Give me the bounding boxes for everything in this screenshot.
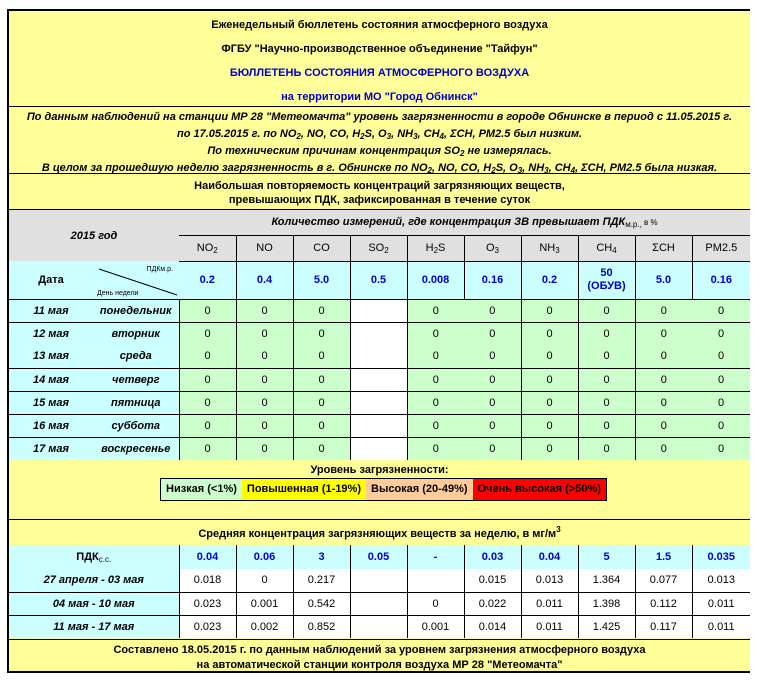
repeatability-title: Наибольшая повторяемость концентраций загрязняющих веществ, превышающих ПДК, зафиксированная в течение суток bbox=[9, 174, 750, 210]
summary-line3: По техническим причинам концентрация $SO_2$ не измерялась. bbox=[207, 145, 552, 158]
value-cell: 0.002 bbox=[236, 615, 293, 638]
value-cell: 0 bbox=[236, 569, 293, 592]
period-cell: 04 мая - 10 мая bbox=[9, 592, 179, 615]
daily-row bbox=[9, 391, 750, 414]
date-cell: 11 мая bbox=[9, 299, 93, 322]
pdk-ss-row bbox=[9, 545, 750, 569]
daily-row bbox=[9, 368, 750, 391]
legend-item: Очень высокая (>50%) bbox=[473, 479, 606, 500]
value-cell bbox=[407, 569, 464, 592]
header-title: БЮЛЛЕТЕНЬ СОСТОЯНИЯ АТМОСФЕРНОГО ВОЗДУХА bbox=[229, 67, 530, 79]
value-cell: 0 bbox=[521, 322, 578, 345]
value-cell bbox=[350, 569, 407, 592]
value-cell bbox=[350, 437, 407, 460]
daily-row bbox=[9, 437, 750, 460]
header-subtitle: на территории МО "Город Обнинск" bbox=[281, 91, 478, 103]
value-cell: 0.014 bbox=[464, 615, 521, 638]
value-cell: 0 bbox=[293, 414, 350, 437]
value-cell: 0 bbox=[692, 414, 750, 437]
value-cell: 0 bbox=[464, 391, 521, 414]
summary-line4: В целом за прошедшую неделю загрязненность в г. Обнинске по $NO_2$, NO, CO, $H_2S$, $O_3$, $NH_3$, $CH_4$, ΣCH, PM2.5 была низкая. bbox=[41, 162, 718, 175]
value-cell: 0 bbox=[293, 437, 350, 460]
pdk-mr-value: 0.16 bbox=[692, 261, 750, 299]
value-cell: 0 bbox=[578, 368, 635, 391]
value-cell bbox=[350, 322, 407, 345]
value-cell: 0.011 bbox=[692, 615, 750, 638]
bulletin-footer: Составлено 18.05.2015 г. по данным наблюдений за уровнем загрязнения атмосферного воздуха на автоматической станции контроля воздуха МР 28 "Метеомачта" bbox=[9, 639, 750, 673]
value-cell: 0 bbox=[578, 322, 635, 345]
legend-item: Повышенная (1-19%) bbox=[242, 479, 366, 500]
pdk-ss-value: 5 bbox=[578, 545, 635, 569]
weekday-cell: суббота bbox=[93, 414, 179, 437]
bulletin-header bbox=[9, 11, 750, 107]
weekly-row bbox=[9, 615, 750, 638]
value-cell: 0.023 bbox=[179, 615, 236, 638]
value-cell: 0 bbox=[464, 414, 521, 437]
value-cell: 0.001 bbox=[236, 592, 293, 615]
value-cell: 0 bbox=[236, 391, 293, 414]
weekday-label: День недели bbox=[97, 289, 139, 297]
value-cell: 0 bbox=[464, 345, 521, 368]
diagonal-header-cell bbox=[93, 261, 179, 299]
value-cell: 0 bbox=[407, 368, 464, 391]
weekday-cell: понедельник bbox=[93, 299, 179, 322]
daily-row bbox=[9, 322, 750, 345]
value-cell: 0 bbox=[407, 437, 464, 460]
value-cell: 0 bbox=[464, 322, 521, 345]
pdk-ss-label: $ПДК_{с.с.}$ bbox=[9, 545, 179, 569]
pdk-ss-value: 3 bbox=[293, 545, 350, 569]
value-cell: 0.023 bbox=[179, 592, 236, 615]
pollutant-list: $NO_2$, NO, CO, $H_2S$, $O_3$, $NH_3$, $CH_4$, ΣCH, PM2.5 bbox=[411, 162, 642, 175]
value-cell: 0 bbox=[464, 437, 521, 460]
pdk-mr-label: ПДКм.р. bbox=[146, 266, 173, 273]
value-cell bbox=[350, 391, 407, 414]
pdk-ss-value: 0.05 bbox=[350, 545, 407, 569]
column-header-co: CO bbox=[293, 235, 350, 261]
value-cell: 0 bbox=[236, 299, 293, 322]
weekly-mean-table bbox=[9, 545, 750, 638]
pdk-ss-value: 0.03 bbox=[464, 545, 521, 569]
value-cell: 0 bbox=[407, 414, 464, 437]
value-cell: 0 bbox=[635, 414, 692, 437]
value-cell: 0.015 bbox=[464, 569, 521, 592]
bulletin-panel bbox=[7, 9, 750, 673]
weekday-cell: вторник bbox=[93, 322, 179, 345]
value-cell: 0 bbox=[521, 345, 578, 368]
value-cell: 0.011 bbox=[521, 615, 578, 638]
value-cell: 0 bbox=[464, 299, 521, 322]
value-cell: 0 bbox=[635, 391, 692, 414]
period-cell: 27 апреля - 03 мая bbox=[9, 569, 179, 592]
pollution-level-legend bbox=[160, 478, 607, 501]
value-cell: 0 bbox=[692, 322, 750, 345]
pdk-mr-value: 0.008 bbox=[407, 261, 464, 299]
pdk-mr-value: 0.5 bbox=[350, 261, 407, 299]
value-cell: 0 bbox=[464, 368, 521, 391]
value-cell: 0 bbox=[521, 437, 578, 460]
value-cell: 1.425 bbox=[578, 615, 635, 638]
period-cell: 11 мая - 17 мая bbox=[9, 615, 179, 638]
value-cell: 0 bbox=[179, 391, 236, 414]
header-line1: Еженедельный бюллетень состояния атмосферного воздуха bbox=[211, 19, 548, 31]
value-cell: 0.001 bbox=[407, 615, 464, 638]
value-cell: 0 bbox=[236, 368, 293, 391]
pdk-ss-value: 1.5 bbox=[635, 545, 692, 569]
summary-line2: по 17.05.2015 г. по $NO_2$, NO, CO, $H_2S$, $O_3$, $NH_3$, $CH_4$, ΣCH, PM2.5 был низким. bbox=[176, 128, 583, 141]
pdk-mr-value: 0.2 bbox=[521, 261, 578, 299]
value-cell: 0 bbox=[521, 368, 578, 391]
legend-title: Уровень загрязненности: bbox=[310, 464, 449, 476]
date-cell: 16 мая bbox=[9, 414, 93, 437]
value-cell: 0.018 bbox=[179, 569, 236, 592]
legend-item: Высокая (20-49%) bbox=[366, 479, 473, 500]
value-cell: 0 bbox=[521, 414, 578, 437]
date-cell: 15 мая bbox=[9, 391, 93, 414]
value-cell: 0 bbox=[293, 368, 350, 391]
value-cell: 0 bbox=[179, 414, 236, 437]
weekday-cell: воскресенье bbox=[93, 437, 179, 460]
value-cell: 0.542 bbox=[293, 592, 350, 615]
value-cell: 0 bbox=[179, 345, 236, 368]
column-header-so2: $SO_2$ bbox=[350, 235, 407, 261]
value-cell: 0 bbox=[179, 437, 236, 460]
value-cell: 0 bbox=[407, 299, 464, 322]
value-cell: 0 bbox=[236, 437, 293, 460]
value-cell bbox=[350, 345, 407, 368]
value-cell: 0.013 bbox=[692, 569, 750, 592]
pdk-mr-value: 0.4 bbox=[236, 261, 293, 299]
value-cell: 0 bbox=[578, 437, 635, 460]
value-cell: 0.217 bbox=[293, 569, 350, 592]
value-cell: 0 bbox=[236, 414, 293, 437]
column-header-o3: $O_3$ bbox=[464, 235, 521, 261]
value-cell bbox=[350, 592, 407, 615]
value-cell: 0 bbox=[692, 391, 750, 414]
value-cell: 0.077 bbox=[635, 569, 692, 592]
divider bbox=[9, 519, 750, 520]
weekday-cell: пятница bbox=[93, 391, 179, 414]
value-cell: 0 bbox=[635, 368, 692, 391]
daily-row bbox=[9, 299, 750, 322]
pdk-ss-value: 0.035 bbox=[692, 545, 750, 569]
measurement-group-label: Количество измерений, где концентрация ЗВ превышает $ПДК_{м.р.,}$ в % bbox=[179, 210, 750, 235]
pdk-ss-value: 0.04 bbox=[179, 545, 236, 569]
value-cell: 0.011 bbox=[692, 592, 750, 615]
value-cell: 0 bbox=[578, 414, 635, 437]
value-cell: 0 bbox=[293, 299, 350, 322]
value-cell: 0 bbox=[635, 322, 692, 345]
weekly-row bbox=[9, 569, 750, 592]
year-label: 2015 год bbox=[9, 210, 179, 261]
value-cell bbox=[350, 299, 407, 322]
date-cell: 13 мая bbox=[9, 345, 93, 368]
value-cell bbox=[350, 615, 407, 638]
value-cell: 0 bbox=[236, 345, 293, 368]
value-cell: 0 bbox=[521, 391, 578, 414]
pdk-ss-value: - bbox=[407, 545, 464, 569]
date-cell: 14 мая bbox=[9, 368, 93, 391]
value-cell: 0.112 bbox=[635, 592, 692, 615]
value-cell: 0.117 bbox=[635, 615, 692, 638]
column-header-nh3: $NH_3$ bbox=[521, 235, 578, 261]
value-cell: 1.398 bbox=[578, 592, 635, 615]
value-cell: 0 bbox=[179, 299, 236, 322]
date-label: Дата bbox=[9, 261, 93, 299]
weekly-row bbox=[9, 592, 750, 615]
value-cell: 0 bbox=[692, 437, 750, 460]
weekly-title: Средняя концентрация загрязняющих веществ за неделю, в $мг/м^3$ bbox=[198, 525, 561, 540]
value-cell: 0 bbox=[635, 345, 692, 368]
value-cell: 0 bbox=[293, 391, 350, 414]
header-line2: ФГБУ "Научно-производственное объединение "Тайфун" bbox=[221, 43, 538, 55]
pdk-ss-value: 0.04 bbox=[521, 545, 578, 569]
column-header-ch4: $CH_4$ bbox=[578, 235, 635, 261]
value-cell: 0 bbox=[407, 322, 464, 345]
value-cell bbox=[350, 368, 407, 391]
value-cell: 0 bbox=[407, 592, 464, 615]
column-header-h2s: $H_2S$ bbox=[407, 235, 464, 261]
value-cell: 0 bbox=[635, 299, 692, 322]
value-cell: 0.022 bbox=[464, 592, 521, 615]
value-cell: 0.013 bbox=[521, 569, 578, 592]
value-cell: 0 bbox=[521, 299, 578, 322]
column-header-σch: ΣCH bbox=[635, 235, 692, 261]
value-cell: 1.364 bbox=[578, 569, 635, 592]
value-cell: 0 bbox=[407, 345, 464, 368]
column-header-no: NO bbox=[236, 235, 293, 261]
pdk-mr-row bbox=[9, 261, 750, 299]
value-cell: 0 bbox=[578, 345, 635, 368]
value-cell: 0 bbox=[635, 437, 692, 460]
pdk-mr-value: 0.2 bbox=[179, 261, 236, 299]
repeatability-table bbox=[9, 210, 750, 460]
value-cell: 0 bbox=[179, 368, 236, 391]
column-header-pm25: PM2.5 bbox=[692, 235, 750, 261]
weekday-cell: среда bbox=[93, 345, 179, 368]
summary-line1: По данным наблюдений на станции МР 28 "Метеомачта" уровень загрязненности в городе Обнинске в период с 11.05.2015 г. bbox=[26, 111, 733, 123]
weekday-cell: четверг bbox=[93, 368, 179, 391]
value-cell: 0.852 bbox=[293, 615, 350, 638]
pdk-mr-value: 5.0 bbox=[635, 261, 692, 299]
daily-row bbox=[9, 414, 750, 437]
value-cell: 0 bbox=[236, 322, 293, 345]
value-cell: 0 bbox=[407, 391, 464, 414]
value-cell: 0 bbox=[578, 299, 635, 322]
value-cell: 0 bbox=[578, 391, 635, 414]
value-cell: 0 bbox=[293, 322, 350, 345]
value-cell: 0.011 bbox=[521, 592, 578, 615]
value-cell: 0 bbox=[692, 368, 750, 391]
summary-section bbox=[9, 107, 750, 174]
value-cell: 0 bbox=[692, 299, 750, 322]
date-cell: 17 мая bbox=[9, 437, 93, 460]
pdk-ss-value: 0.06 bbox=[236, 545, 293, 569]
column-header-no2: $NO_2$ bbox=[179, 235, 236, 261]
pollutant-list: $NO_2$, NO, CO, $H_2S$, $O_3$, $NH_3$, $CH_4$, ΣCH, PM2.5 bbox=[279, 128, 511, 141]
value-cell: 0 bbox=[293, 345, 350, 368]
value-cell: 0 bbox=[692, 345, 750, 368]
pdk-mr-value: 50 (ОБУВ) bbox=[578, 261, 635, 299]
value-cell bbox=[350, 414, 407, 437]
value-cell: 0 bbox=[179, 322, 236, 345]
daily-row bbox=[9, 345, 750, 368]
pdk-mr-value: 0.16 bbox=[464, 261, 521, 299]
pdk-mr-value: 5.0 bbox=[293, 261, 350, 299]
legend-item: Низкая (<1%) bbox=[161, 479, 242, 500]
date-cell: 12 мая bbox=[9, 322, 93, 345]
